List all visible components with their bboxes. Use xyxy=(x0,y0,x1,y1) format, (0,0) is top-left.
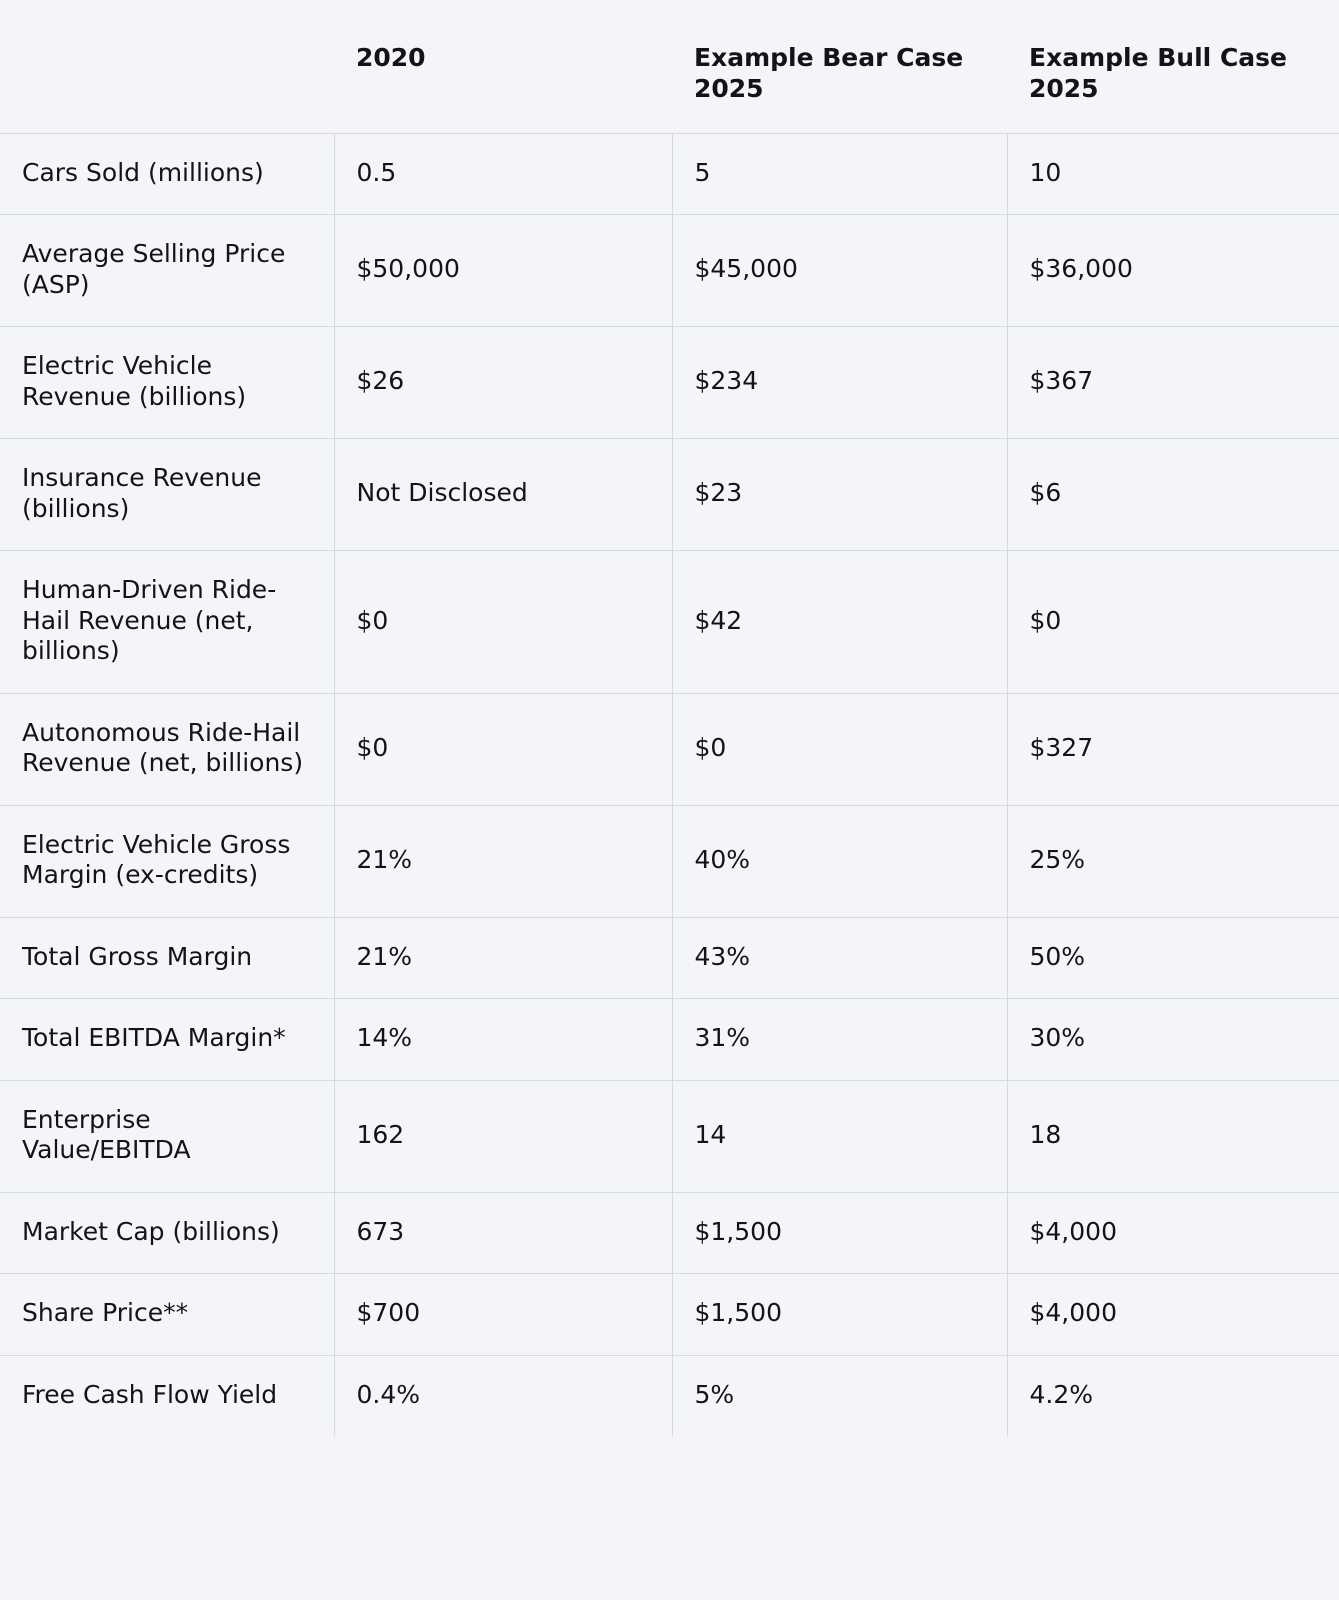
cell-2020: Not Disclosed xyxy=(334,439,672,551)
cell-bear-2025: 31% xyxy=(672,999,1007,1081)
table-header-row xyxy=(0,0,1339,133)
cell-2020: 21% xyxy=(334,805,672,917)
cell-2020: 0.4% xyxy=(334,1355,672,1436)
row-label: Share Price** xyxy=(0,1274,334,1356)
row-label: Average Selling Price (ASP) xyxy=(0,215,334,327)
table-row xyxy=(0,215,1339,327)
cell-bull-2025: $4,000 xyxy=(1007,1274,1339,1356)
table-row xyxy=(0,917,1339,999)
cell-bear-2025: 40% xyxy=(672,805,1007,917)
cell-2020: $50,000 xyxy=(334,215,672,327)
row-label: Electric Vehicle Gross Margin (ex-credits) xyxy=(0,805,334,917)
row-label: Insurance Revenue (billions) xyxy=(0,439,334,551)
cell-2020: 162 xyxy=(334,1080,672,1192)
cell-bull-2025: 18 xyxy=(1007,1080,1339,1192)
cell-bull-2025: 10 xyxy=(1007,133,1339,215)
cell-bear-2025: 5% xyxy=(672,1355,1007,1436)
table-row xyxy=(0,1192,1339,1274)
row-label: Total EBITDA Margin* xyxy=(0,999,334,1081)
cell-bear-2025: $42 xyxy=(672,551,1007,694)
cell-bull-2025: $36,000 xyxy=(1007,215,1339,327)
row-label: Enterprise Value/EBITDA xyxy=(0,1080,334,1192)
row-label: Autonomous Ride-Hail Revenue (net, billions) xyxy=(0,693,334,805)
table-row xyxy=(0,1355,1339,1436)
cell-bull-2025: $367 xyxy=(1007,327,1339,439)
cell-2020: $700 xyxy=(334,1274,672,1356)
table-row xyxy=(0,327,1339,439)
cell-bull-2025: $6 xyxy=(1007,439,1339,551)
column-header-bear-case: Example Bear Case 2025 xyxy=(672,0,1007,133)
cell-2020: 14% xyxy=(334,999,672,1081)
table-row xyxy=(0,1274,1339,1356)
table-row xyxy=(0,999,1339,1081)
cell-bear-2025: $23 xyxy=(672,439,1007,551)
column-header-2020: 2020 xyxy=(334,0,672,133)
cell-2020: 21% xyxy=(334,917,672,999)
row-label: Total Gross Margin xyxy=(0,917,334,999)
column-header-metric xyxy=(0,0,334,133)
row-label: Human-Driven Ride-Hail Revenue (net, billions) xyxy=(0,551,334,694)
row-label: Market Cap (billions) xyxy=(0,1192,334,1274)
cell-bear-2025: $45,000 xyxy=(672,215,1007,327)
cell-bull-2025: $327 xyxy=(1007,693,1339,805)
cell-bear-2025: $1,500 xyxy=(672,1274,1007,1356)
cell-bull-2025: 30% xyxy=(1007,999,1339,1081)
table-row xyxy=(0,551,1339,694)
cell-2020: 0.5 xyxy=(334,133,672,215)
cell-bear-2025: $0 xyxy=(672,693,1007,805)
table-body xyxy=(0,133,1339,1436)
column-header-bull-case: Example Bull Case 2025 xyxy=(1007,0,1339,133)
cell-bull-2025: 50% xyxy=(1007,917,1339,999)
table-row xyxy=(0,693,1339,805)
cell-bear-2025: 5 xyxy=(672,133,1007,215)
table-header xyxy=(0,0,1339,133)
row-label: Cars Sold (millions) xyxy=(0,133,334,215)
cell-2020: $0 xyxy=(334,693,672,805)
cell-bear-2025: 43% xyxy=(672,917,1007,999)
cell-2020: 673 xyxy=(334,1192,672,1274)
cell-bear-2025: 14 xyxy=(672,1080,1007,1192)
cell-bear-2025: $1,500 xyxy=(672,1192,1007,1274)
cell-bear-2025: $234 xyxy=(672,327,1007,439)
table-row xyxy=(0,805,1339,917)
cell-bull-2025: 25% xyxy=(1007,805,1339,917)
table-row xyxy=(0,439,1339,551)
cell-bull-2025: $4,000 xyxy=(1007,1192,1339,1274)
cell-2020: $26 xyxy=(334,327,672,439)
table-row xyxy=(0,1080,1339,1192)
row-label: Electric Vehicle Revenue (billions) xyxy=(0,327,334,439)
cell-bull-2025: $0 xyxy=(1007,551,1339,694)
table-row xyxy=(0,133,1339,215)
cell-bull-2025: 4.2% xyxy=(1007,1355,1339,1436)
row-label: Free Cash Flow Yield xyxy=(0,1355,334,1436)
cell-2020: $0 xyxy=(334,551,672,694)
